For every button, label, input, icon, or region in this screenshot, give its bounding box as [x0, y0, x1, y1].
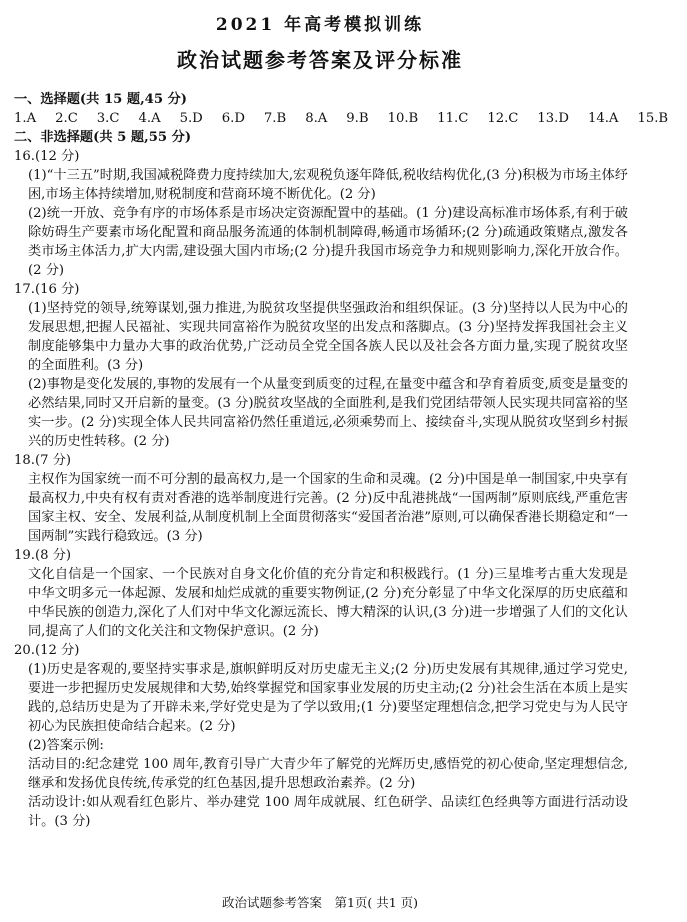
- question-20-part-1: (1)历史是客观的,要坚持实事求是,旗帜鲜明反对历史虚无主义;(2 分)历史发展有其规律,通过学习党史,要进一步把握历史发展规律和大势,始终掌握党和国家事业发展的历史主动;(2 分)社会生活在本质上是实践的,总结历史是为了开辟未来,学好党史是为了学以致用;(1 分)要坚定理想信念,把学习党史与为人民守初心为民族担使命结合起来。(2 分): [28, 662, 628, 734]
- question-20-activity-purpose: 活动目的:纪念建党 100 周年,教育引导广大青少年了解党的光辉历史,感悟党的初心使命,坚定理想信念,继承和发扬优良传统,传承党的红色基因,提升思想政治素养。(2 分): [28, 757, 628, 791]
- section-heading-nonchoice: 二、非选择题(共 5 题,55 分): [14, 130, 192, 145]
- question-19-answer: 文化自信是一个国家、一个民族对自身文化价值的充分肯定和积极践行。(1 分)三星堆考古重大发现是中华文明多元一体起源、发展和灿烂成就的重要实物例证,(2 分)充分彰显了中华文化深厚的历史底蕴和中华民族的创造力,深化了人们对中华文化源远流长、博大精深的认识,(3 分)进一步增强了人们的文化认同,提高了人们的文化关注和文物保护意识。(2 分): [28, 567, 628, 639]
- answer-content: [14, 90, 669, 831]
- choice-answer: 6.D: [221, 111, 245, 126]
- question-18-answer: 主权作为国家统一而不可分割的最高权力,是一个国家的生命和灵魂。(2 分)中国是单一制国家,中央享有最高权力,中央有权有责对香港的选举制度进行完善。(2 分)反中乱港挑战“一国两制”原则底线,严重危害国家主权、安全、发展利益,从制度机制上全面贯彻落实“爱国者治港”原则,可以确保香港长期稳定和“一国两制”实践行稳致远。(3 分): [28, 472, 628, 544]
- choice-answer: 12.C: [487, 111, 519, 126]
- question-17-heading: 17.(16 分): [14, 282, 80, 297]
- choice-answer: 14.A: [587, 111, 619, 126]
- choice-answer: 5.D: [179, 111, 203, 126]
- question-20-activity-design: 活动设计:如从观看红色影片、举办建党 100 周年成就展、红色研学、品读红色经典等方面进行活动设计。(3 分): [28, 795, 628, 829]
- choice-answers-row: [14, 109, 669, 128]
- section-heading-choice: 一、选择题(共 15 题,45 分): [14, 92, 188, 107]
- question-16-heading: 16.(12 分): [14, 149, 80, 164]
- question-19-heading: 19.(8 分): [14, 548, 72, 563]
- choice-answer: 13.D: [537, 111, 569, 126]
- choice-answer: 9.B: [346, 111, 369, 126]
- choice-answer: 2.C: [55, 111, 78, 126]
- choice-answer: 1.A: [14, 111, 37, 126]
- choice-answer: 8.A: [305, 111, 328, 126]
- exam-title: 2021 年高考模拟训练: [215, 15, 425, 35]
- choice-answer: 15.B: [637, 111, 669, 126]
- question-16-part-1: (1)“十三五”时期,我国减税降费力度持续加大,宏观税负逐年降低,税收结构优化,(3 分)积极为市场主体纾困,市场主体持续增加,财税制度和营商环境不断优化。(2 分): [28, 168, 628, 202]
- choice-answer: 3.C: [96, 111, 120, 126]
- page-footer: 政治试题参考答案 第1页( 共1 页): [221, 895, 419, 910]
- question-16-part-2: (2)统一开放、竞争有序的市场体系是市场决定资源配置中的基础。(1 分)建设高标准市场体系,有利于破除妨碍生产要素市场化配置和商品服务流通的体制机制障碍,畅通市场循环;(2 分)疏通政策赌点,激发各类市场主体活力,扩大内需,建设强大国内市场;(2 分)提升我国市场竞争力和规则影响力,深化开放合作。(2 分): [28, 206, 628, 278]
- question-20-heading: 20.(12 分): [14, 643, 80, 658]
- choice-answer: 4.A: [138, 111, 161, 126]
- document-title: 政治试题参考答案及评分标准: [177, 48, 463, 72]
- choice-answer: 11.C: [437, 111, 469, 126]
- choice-answer: 7.B: [263, 111, 287, 126]
- question-17-part-1: (1)坚持党的领导,统筹谋划,强力推进,为脱贫攻坚提供坚强政治和组织保证。(3 分)坚持以人民为中心的发展思想,把握人民福祉、实现共同富裕作为脱贫攻坚的出发点和落脚点。(3 分)坚持发挥我国社会主义制度能够集中力量办大事的政治优势,广泛动员全党全国各族人民以及社会各方面力量,实现了脱贫攻坚的全面胜利。(3 分): [28, 301, 628, 373]
- question-20-part-2-label: (2)答案示例:: [28, 738, 104, 753]
- question-17-part-2: (2)事物是变化发展的,事物的发展有一个从量变到质变的过程,在量变中蕴含和孕育着质变,质变是量变的必然结果,同时又开启新的量变。(3 分)脱贫攻坚战的全面胜利,是我们党团结带领人民实现共同富裕的坚实一步。(2 分)实现全体人民共同富裕仍然任重道远,必须乘势而上、接续奋斗,实现从脱贫攻坚到乡村振兴的历史性转移。(2 分): [28, 377, 628, 449]
- question-18-heading: 18.(7 分): [14, 453, 72, 468]
- choice-answer: 10.B: [387, 111, 419, 126]
